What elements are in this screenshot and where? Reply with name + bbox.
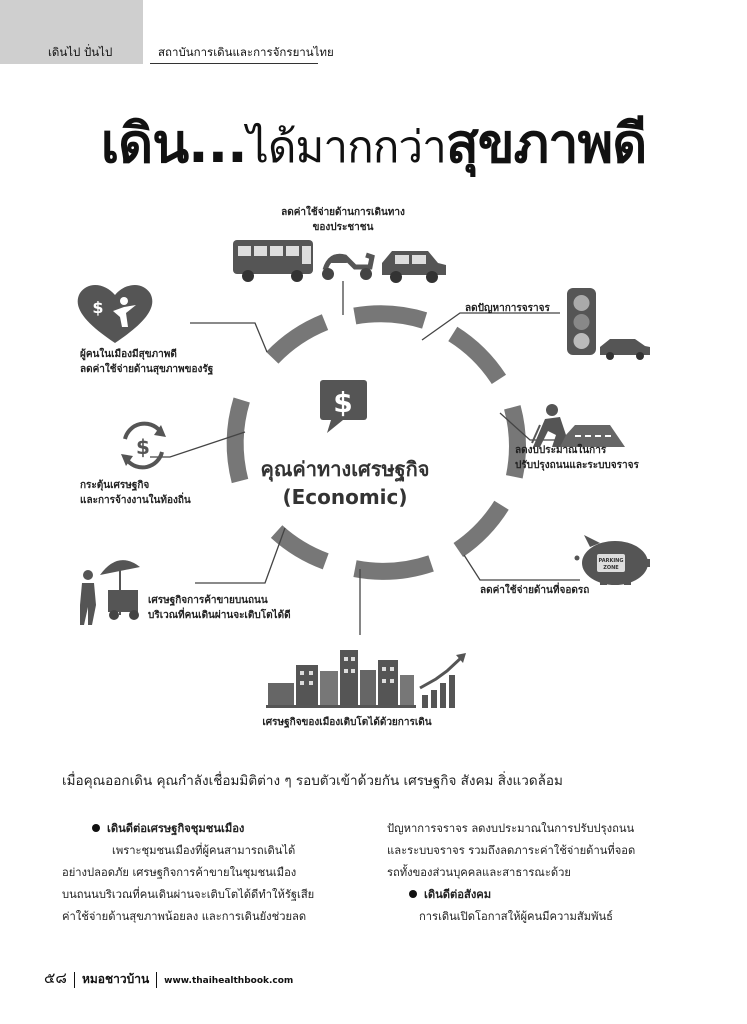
growth-chart-icon — [420, 653, 466, 708]
dollar-speech-bubble-icon — [320, 380, 367, 433]
body-left-column — [62, 818, 362, 928]
right-heading-text: เดินดีต่อสังคม — [424, 888, 492, 901]
label-street-commerce — [148, 593, 291, 623]
left-line-2: อย่างปลอดภัย เศรษฐกิจการค้าขายในชุมชนเมือง — [62, 866, 297, 879]
traffic-light-icon — [567, 288, 596, 355]
website-url: www.thaihealthbook.com — [164, 976, 294, 986]
header-divider — [150, 63, 318, 64]
right-line-1: ปัญหาการจราจร ลดงบประมาณในการปรับปรุงถนน — [387, 822, 635, 835]
bus-icon — [233, 240, 313, 282]
center-title: คุณค่าทางเศรษฐกิจ — [260, 457, 430, 481]
body-right-column — [387, 818, 707, 928]
label-local-line-1: กระตุ้นเศรษฐกิจ — [80, 480, 150, 491]
traffic-car-icon — [600, 339, 650, 360]
title-part-3: สุขภาพดี — [445, 112, 647, 175]
economic-infographic — [0, 195, 747, 740]
bubble-dollar-sign: $ — [333, 386, 353, 419]
page-title — [0, 100, 747, 186]
magazine-name: หมอชาวบ้าน — [81, 972, 150, 986]
left-heading — [62, 818, 362, 840]
label-travel-cost — [243, 205, 443, 235]
parking-sign-line-1: PARKING — [598, 558, 624, 564]
label-budget-line-2: ปรับปรุงถนนและระบบจราจร — [515, 460, 639, 471]
label-parking: ลดค่าใช้จ่ายด้านที่จอดรถ — [480, 585, 590, 596]
recycle-dollar-icon — [121, 424, 166, 468]
left-line-1: เพราะชุมชนเมืองที่ผู้คนสามารถเดินได้ — [112, 844, 296, 857]
city-skyline-icon — [266, 650, 416, 708]
label-street-line-2: บริเวณที่คนเดินผ่านจะเติบโตได้ดี — [148, 610, 291, 621]
recycle-dollar-sign: $ — [136, 435, 150, 459]
label-road-budget — [515, 443, 639, 473]
label-city-growth: เศรษฐกิจของเมืองเติบโตได้ด้วยการเดิน — [262, 717, 432, 728]
footer-divider — [74, 972, 75, 988]
label-health-line-2: ลดค่าใช้จ่ายด้านสุขภาพของรัฐ — [80, 364, 214, 375]
label-street-line-1: เศรษฐกิจการค้าขายบนถนน — [148, 595, 268, 606]
right-line-4: การเดินเปิดโอกาสให้ผู้คนมีความสัมพันธ์ — [419, 910, 613, 923]
street-vendor-icon — [80, 560, 140, 625]
section-name: เดินไป ปั่นไป — [48, 45, 113, 59]
page-number: ๕๘ — [44, 969, 67, 987]
bullet-icon — [92, 824, 100, 832]
heart-person-icon — [78, 285, 153, 343]
footer-divider — [156, 972, 157, 988]
car-icon — [382, 251, 446, 283]
center-subtitle: (Economic) — [282, 485, 408, 509]
left-line-3: บนถนนบริเวณที่คนเดินผ่านจะเติบโตได้ดีทำให้รัฐเสีย — [62, 888, 315, 901]
label-health — [80, 347, 213, 377]
scooter-icon — [322, 255, 372, 280]
bullet-icon — [409, 890, 417, 898]
label-travel-line-2: ของประชาชน — [312, 222, 374, 233]
left-heading-text: เดินดีต่อเศรษฐกิจชุมชนเมือง — [107, 822, 245, 835]
right-heading — [387, 884, 707, 906]
center-ring — [235, 314, 517, 571]
label-health-line-1: ผู้คนในเมืองมีสุขภาพดี — [80, 349, 177, 360]
right-line-3: รถทั้งของส่วนบุคคลและสาธารณะด้วย — [387, 866, 571, 879]
title-part-2: ได้มากกว่า — [246, 122, 446, 173]
label-traffic: ลดปัญหาการจราจร — [465, 303, 550, 314]
right-line-2: และระบบจราจร รวมถึงลดภาระค่าใช้จ่ายด้านที่จอด — [387, 844, 636, 857]
lead-sentence: เมื่อคุณออกเดิน คุณกำลังเชื่อมมิติต่าง ๆ รอบตัวเข้าด้วยกัน เศรษฐกิจ สังคม สิ่งแวดล้อม — [62, 773, 563, 789]
label-budget-line-1: ลดงบประมาณในการ — [515, 445, 607, 456]
heart-dollar-sign: $ — [92, 298, 104, 317]
label-local-economy — [80, 478, 191, 508]
footer — [44, 966, 293, 990]
label-local-line-2: และการจ้างงานในท้องถิ่น — [80, 495, 191, 506]
title-part-1: เดิน... — [100, 112, 247, 175]
organization-name: สถาบันการเดินและการจักรยานไทย — [158, 45, 334, 59]
left-line-4: ค่าใช้จ่ายด้านสุขภาพน้อยลง และการเดินยังช่วยลด — [62, 910, 307, 923]
parking-sign-line-2: ZONE — [603, 565, 619, 571]
piggy-bank-parking-icon — [575, 535, 651, 585]
label-travel-line-1: ลดค่าใช้จ่ายด้านการเดินทาง — [281, 207, 405, 218]
